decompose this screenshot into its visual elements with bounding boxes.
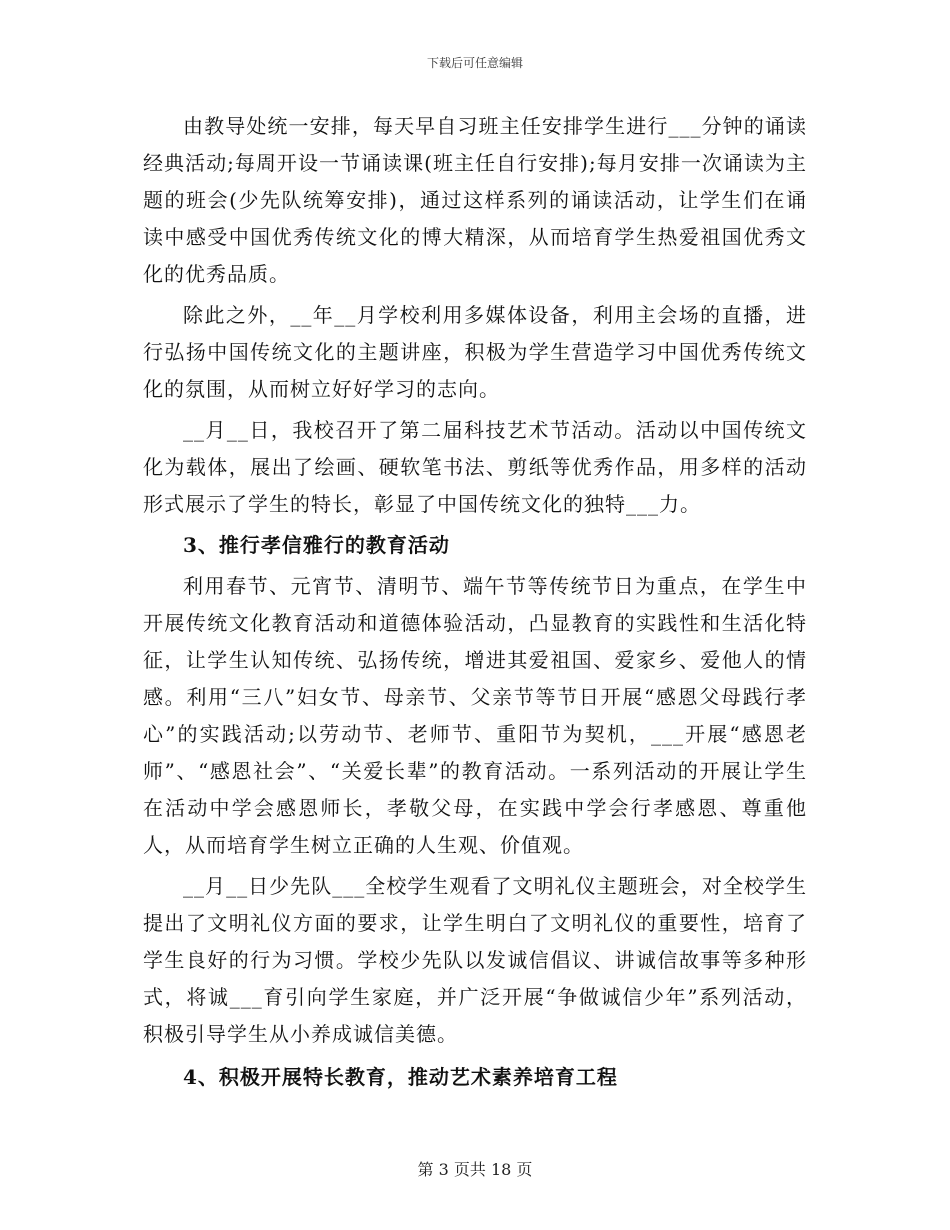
paragraph-art-festival: __月__日，我校召开了第二届科技艺术节活动。活动以中国传统文化为载体，展出了绘画、硬软笔书法、剪纸等优秀作品，用多样的活动形式展示了学生的特长，彰显了中国传统文化的独特___力。 bbox=[143, 418, 807, 516]
paragraph-etiquette: __月__日少先队___全校学生观看了文明礼仪主题班会，对全校学生提出了文明礼仪方面的要求，让学生明白了文明礼仪的重要性，培育了学生良好的行为习惯。学校少先队以发诚信倡议、讲诚信故事等多种形式，将诚___育引向学生家庭，并广泛开展“争做诚信少年”系列活动，积极引导学生从小养成诚信美德。 bbox=[143, 874, 807, 1046]
paragraph-festivals: 利用春节、元宵节、清明节、端午节等传统节日为重点，在学生中开展传统文化教育活动和道德体验活动，凸显教育的实践性和生活化特征，让学生认知传统、弘扬传统，增进其爱祖国、爱家乡、爱他人的情感。利用“三八”妇女节、母亲节、父亲节等节日开展“感恩父母践行孝心”的实践活动;以劳动节、老师节、重阳节为契机，___开展“感恩老师”、“感恩社会”、“关爱长辈”的教育活动。一系列活动的开展让学生在活动中学会感恩师长，孝敬父母，在实践中学会行孝感恩、尊重他人，从而培育学生树立正确的人生观、价值观。 bbox=[143, 574, 807, 857]
section-heading-3: 3、推行孝信雅行的教育活动 bbox=[183, 533, 450, 557]
paragraph-recitation: 由教导处统一安排，每天早自习班主任安排学生进行___分钟的诵读经典活动;每周开设一节诵读课(班主任自行安排);每月安排一次诵读为主题的班会(少先队统筹安排)，通过这样系列的诵读活动，让学生们在诵读中感受中国优秀传统文化的博大精深，从而培育学生热爱祖国优秀文化的优秀品质。 bbox=[143, 114, 807, 286]
section-heading-4: 4、积极开展特长教育，推动艺术素养培育工程 bbox=[183, 1065, 618, 1089]
document-body bbox=[143, 108, 807, 1096]
paragraph-lecture: 除此之外，__年__月学校利用多媒体设备，利用主会场的直播，进行弘扬中国传统文化的主题讲座，积极为学生营造学习中国优秀传统文化的氛围，从而树立好好学习的志向。 bbox=[143, 303, 807, 401]
page-footer: 第 3 页共 18 页 bbox=[417, 1160, 533, 1179]
page-header: 下载后可任意编辑 bbox=[426, 56, 523, 70]
